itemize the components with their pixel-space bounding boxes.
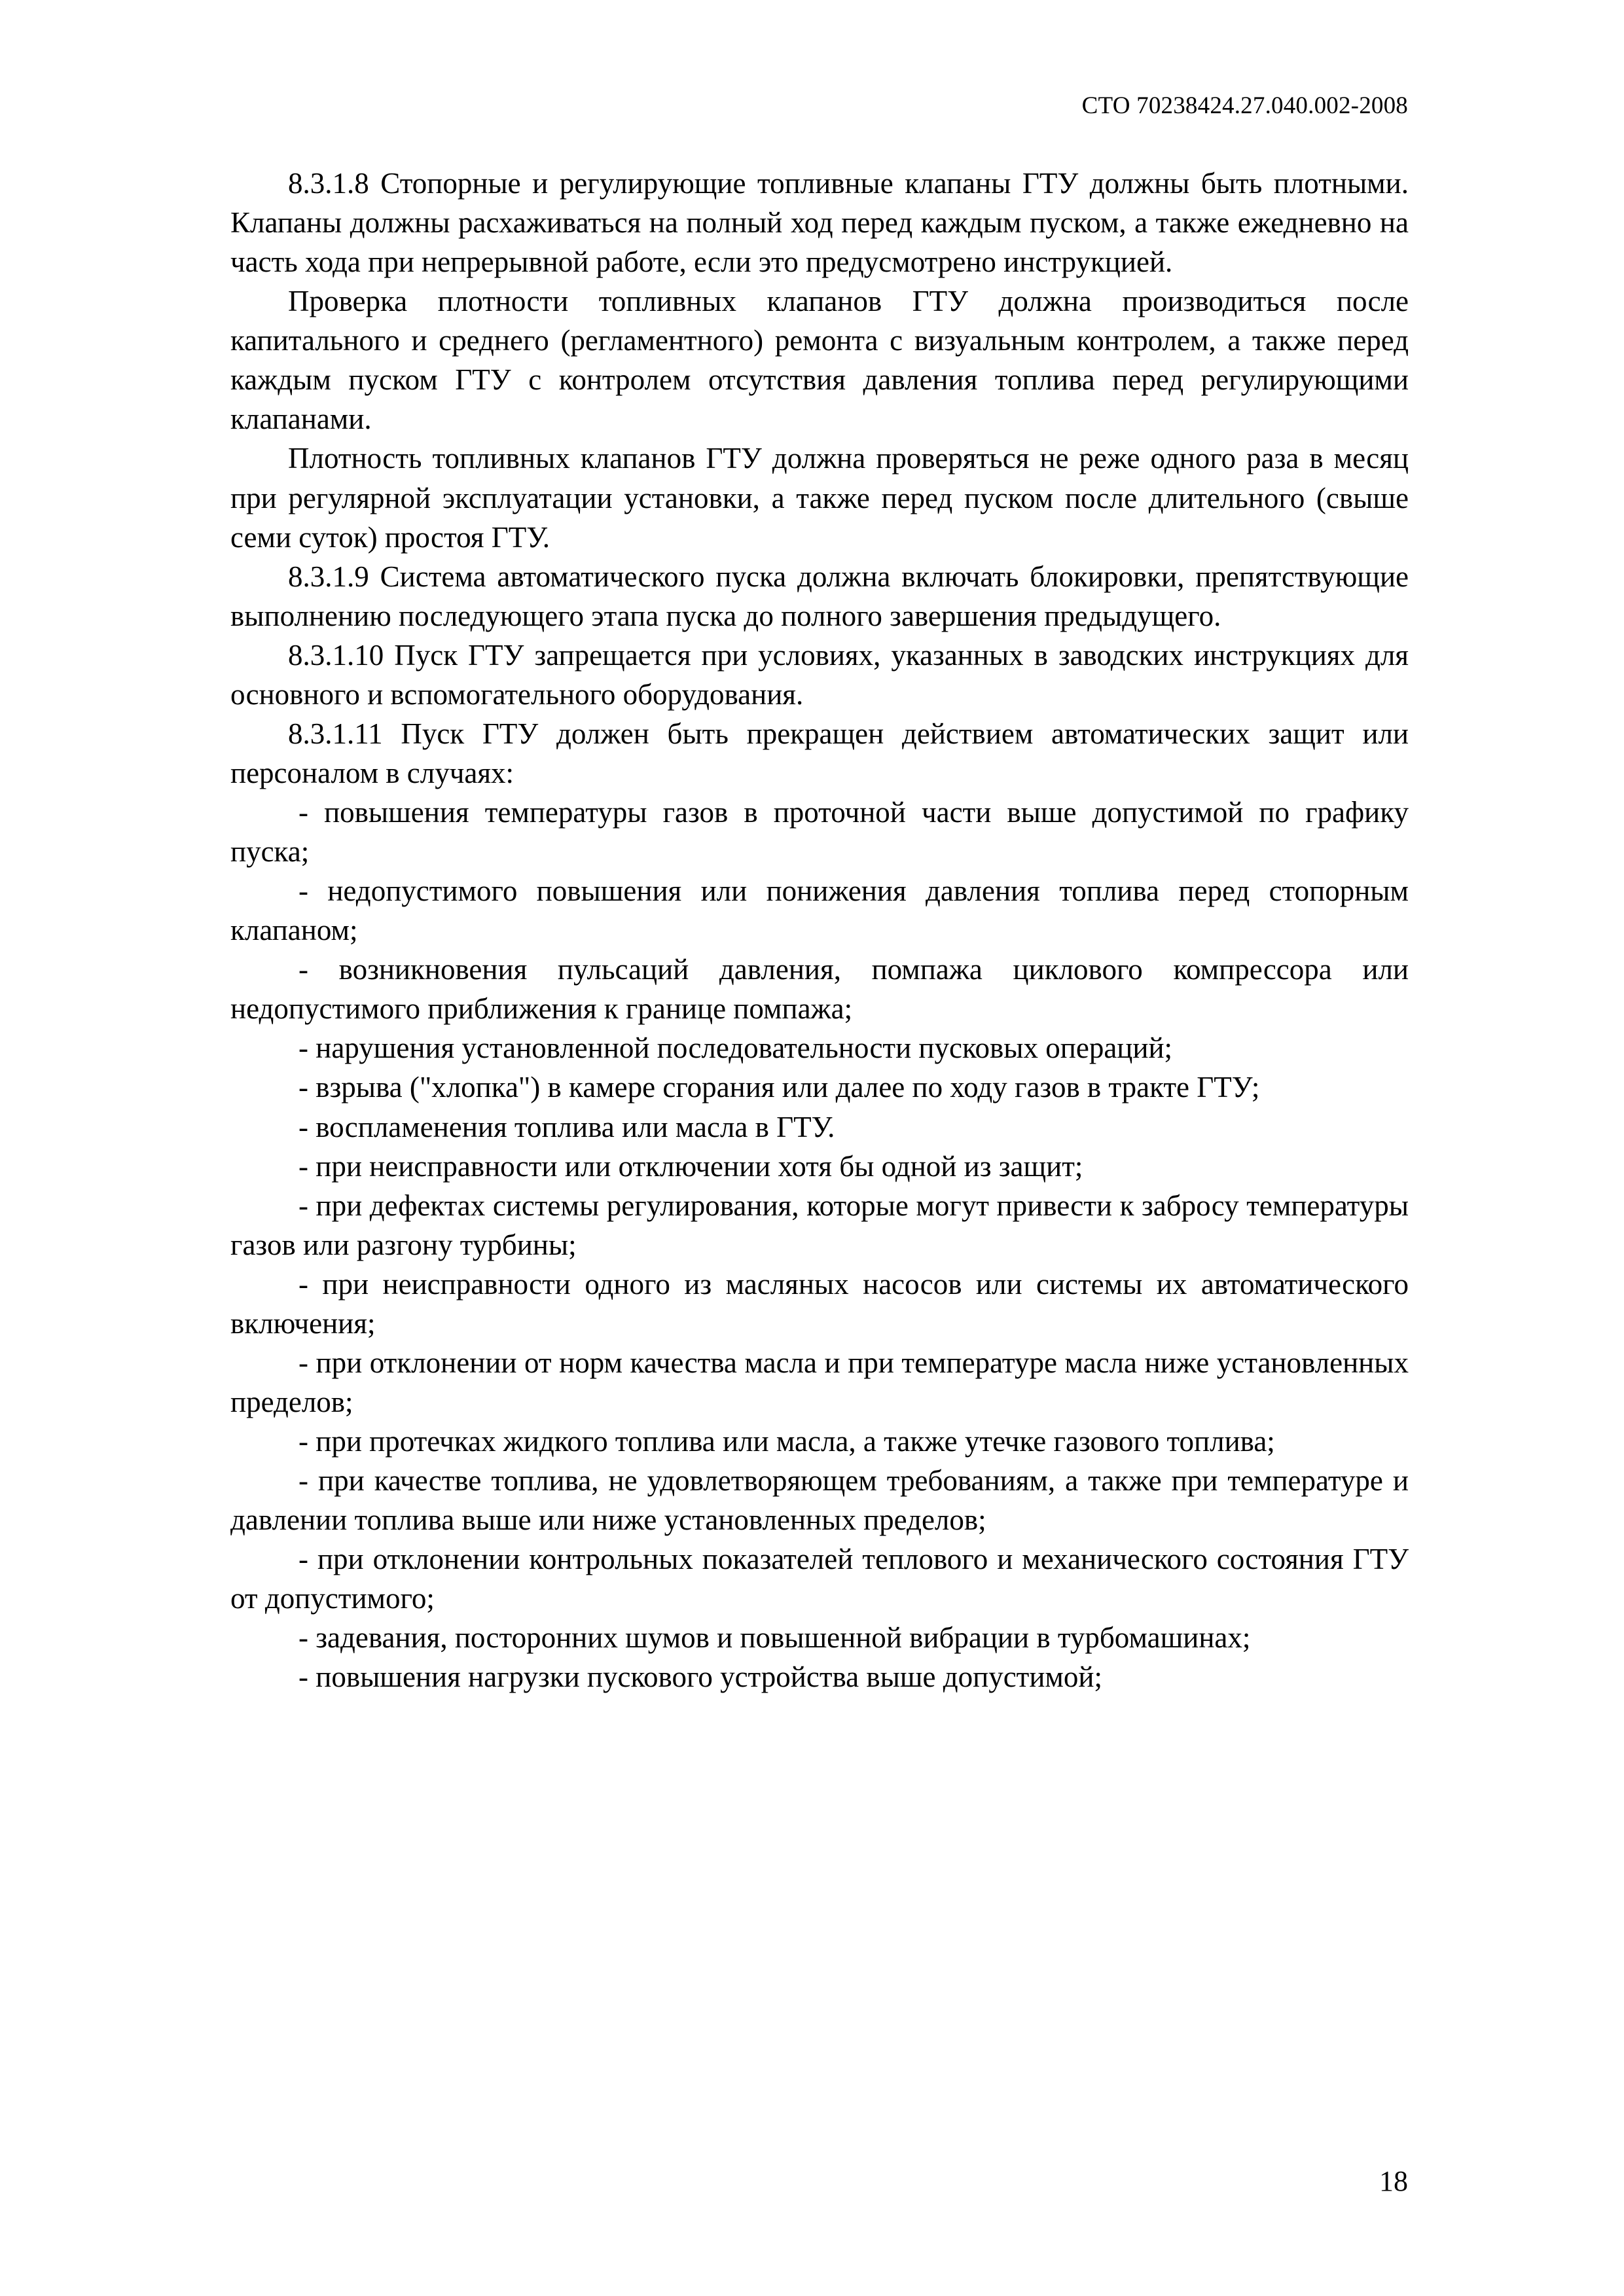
list-item: - повышения температуры газов в проточной части выше допустимой по графику пуска; [230,796,1409,869]
list-item: - задевания, посторонних шумов и повышенной вибрации в турбомашинах; [298,1621,1251,1655]
list-item: - взрыва ("хлопка") в камере сгорания или далее по ходу газов в тракте ГТУ; [298,1071,1260,1104]
list-item: - при качестве топлива, не удовлетворяющем требованиям, а также при температуре и давлении топлива выше или ниже установленных пределов; [230,1464,1409,1537]
paragraph: Проверка плотности топливных клапанов ГТУ должна производиться после капитального и среднего (регламентного) ремонта с визуальным контролем, а также перед каждым пуском ГТУ с контролем отсутствия давления топлива перед регулирующими клапанами. [230,285,1409,436]
document-body [230,164,1409,1696]
paragraph: Плотность топливных клапанов ГТУ должна проверяться не реже одного раза в месяц при регулярной эксплуатации установки, а также перед пуском после длительного (свыше семи суток) простоя ГТУ. [230,442,1409,554]
page-header-standard-code: СТО 70238424.27.040.002-2008 [1081,92,1408,119]
list-item: - нарушения установленной последовательности пусковых операций; [298,1031,1173,1065]
list-item: - воспламенения топлива или масла в ГТУ. [298,1110,835,1143]
list-item: - повышения нагрузки пускового устройства выше допустимой; [298,1660,1102,1694]
list-item: - возникновения пульсаций давления, помпажа циклового компрессора или недопустимого приближения к границе помпажа; [230,953,1409,1026]
paragraph: 8.3.1.8 Стопорные и регулирующие топливные клапаны ГТУ должны быть плотными. Клапаны должны расхаживаться на полный ход перед каждым пуском, а также ежедневно на часть хода при непрерывной работе, если это предусмотрено инструкцией. [230,167,1409,279]
list-item: - при неисправности или отключении хотя бы одной из защит; [298,1149,1083,1183]
page-number: 18 [1379,2165,1408,2197]
list-item: - при отклонении контрольных показателей теплового и механического состояния ГТУ от допустимого; [230,1543,1409,1615]
list-item: - при дефектах системы регулирования, которые могут привести к забросу температуры газов или разгону турбины; [230,1189,1409,1261]
list-item: - при отклонении от норм качества масла и при температуре масла ниже установленных пределов; [230,1346,1409,1418]
paragraph: 8.3.1.9 Система автоматического пуска должна включать блокировки, препятствующие выполнению последующего этапа пуска до полного завершения предыдущего. [230,560,1409,632]
list-item: - недопустимого повышения или понижения давления топлива перед стопорным клапаном; [230,874,1409,947]
paragraph: 8.3.1.10 Пуск ГТУ запрещается при условиях, указанных в заводских инструкциях для основного и вспомогательного оборудования. [230,638,1409,711]
paragraph: 8.3.1.11 Пуск ГТУ должен быть прекращен действием автоматических защит или персоналом в случаях: [230,717,1409,789]
list-item: - при протечках жидкого топлива или масла, а также утечке газового топлива; [298,1425,1275,1458]
list-item: - при неисправности одного из масляных насосов или системы их автоматического включения; [230,1267,1409,1340]
